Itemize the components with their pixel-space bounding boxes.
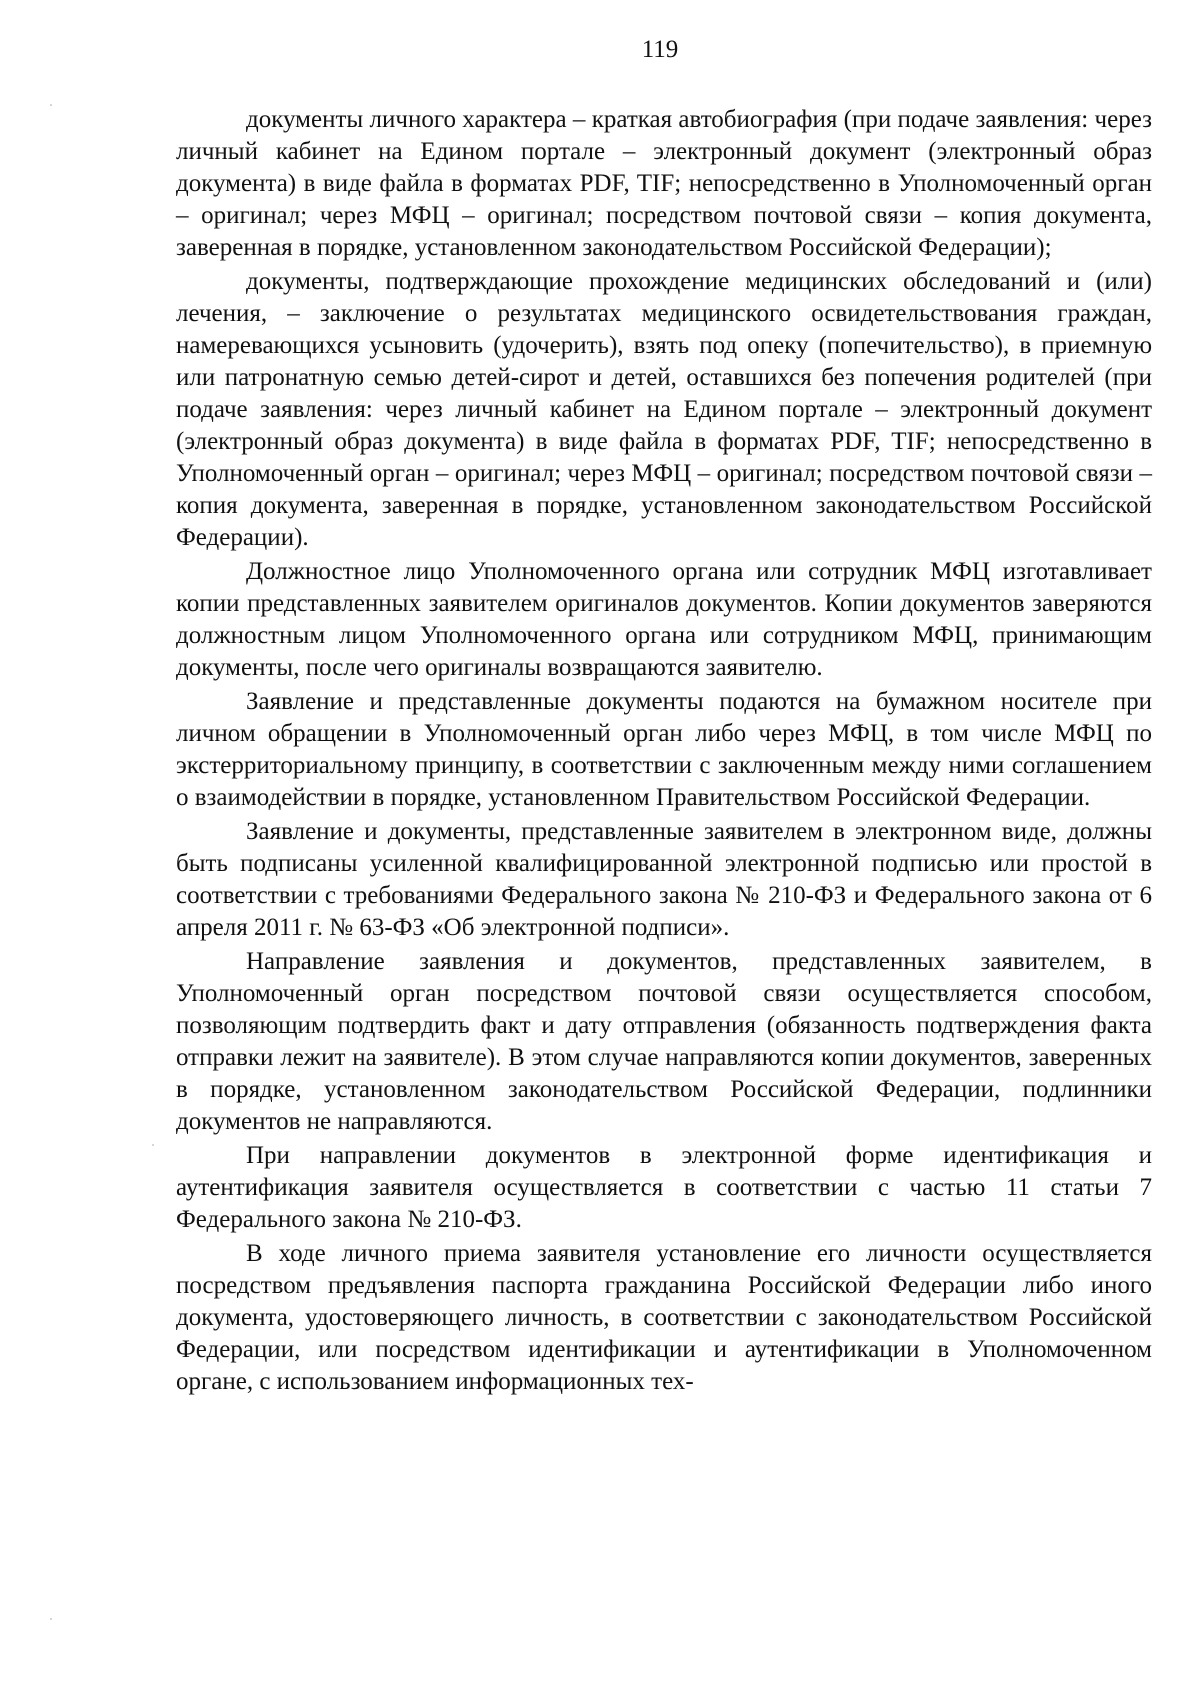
document-body	[176, 104, 1152, 1400]
paragraph-paper-submission: Заявление и представленные документы подаются на бумажном носителе при личном обращении в Уполномоченный орган либо через МФЦ, в том числе МФЦ по экстерриториальному принципу, в соответствии с заключенным между ними соглашением о взаимодействии в порядке, установленном Правительством Российской Федерации.	[176, 688, 1152, 811]
page-number: 119	[641, 36, 679, 63]
scan-speck	[50, 104, 52, 106]
paragraph-identity-verification: В ходе личного приема заявителя установление его личности осуществляется посредством предъявления паспорта гражданина Российской Федерации либо иного документа, удостоверяющего личность, в соответствии с законодательством Российской Федерации, или посредством идентификации и аутентификации в Уполномоченном органе, с использованием информационных тех-	[176, 1240, 1152, 1395]
scan-speck	[152, 1144, 154, 1146]
paragraph-electronic-authentication: При направлении документов в электронной форме идентификация и аутентификация заявителя осуществляется в соответствии с частью 11 статьи 7 Федерального закона № 210-ФЗ.	[176, 1142, 1152, 1233]
paragraph-medical-documents: документы, подтверждающие прохождение медицинских обследований и (или) лечения, – заключение о результатах медицинского освидетельствования граждан, намеревающихся усыновить (удочерить), взять под опеку (попечительство), в приемную или патронатную семью детей-сирот и детей, оставшихся без попечения родителей (при подаче заявления: через личный кабинет на Едином портале – электронный документ (электронный образ документа) в виде файла в форматах PDF, TIF; непосредственно в Уполномоченный орган – оригинал; через МФЦ – оригинал; посредством почтовой связи – копия документа, заверенная в порядке, установленном законодательством Российской Федерации).	[176, 268, 1152, 551]
paragraph-document-copies: Должностное лицо Уполномоченного органа или сотрудник МФЦ изготавливает копии представленных заявителем оригиналов документов. Копии документов заверяются должностным лицом Уполномоченного органа или сотрудником МФЦ, принимающим документы, после чего оригиналы возвращаются заявителю.	[176, 558, 1152, 681]
scan-speck	[50, 1618, 52, 1620]
paragraph-personal-documents: документы личного характера – краткая автобиография (при подаче заявления: через личный кабинет на Едином портале – электронный документ (электронный образ документа) в виде файла в форматах PDF, TIF; непосредственно в Уполномоченный орган – оригинал; через МФЦ – оригинал; посредством почтовой связи – копия документа, заверенная в порядке, установленном законодательством Российской Федерации);	[176, 106, 1152, 261]
paragraph-electronic-signature: Заявление и документы, представленные заявителем в электронном виде, должны быть подписаны усиленной квалифицированной электронной подписью или простой в соответствии с требованиями Федерального закона № 210-ФЗ и Федерального закона от 6 апреля 2011 г. № 63-ФЗ «Об электронной подписи».	[176, 818, 1152, 941]
paragraph-postal-submission: Направление заявления и документов, представленных заявителем, в Уполномоченный орган посредством почтовой связи осуществляется способом, позволяющим подтвердить факт и дату отправления (обязанность подтверждения факта отправки лежит на заявителе). В этом случае направляются копии документов, заверенных в порядке, установленном законодательством Российской Федерации, подлинники документов не направляются.	[176, 948, 1152, 1135]
